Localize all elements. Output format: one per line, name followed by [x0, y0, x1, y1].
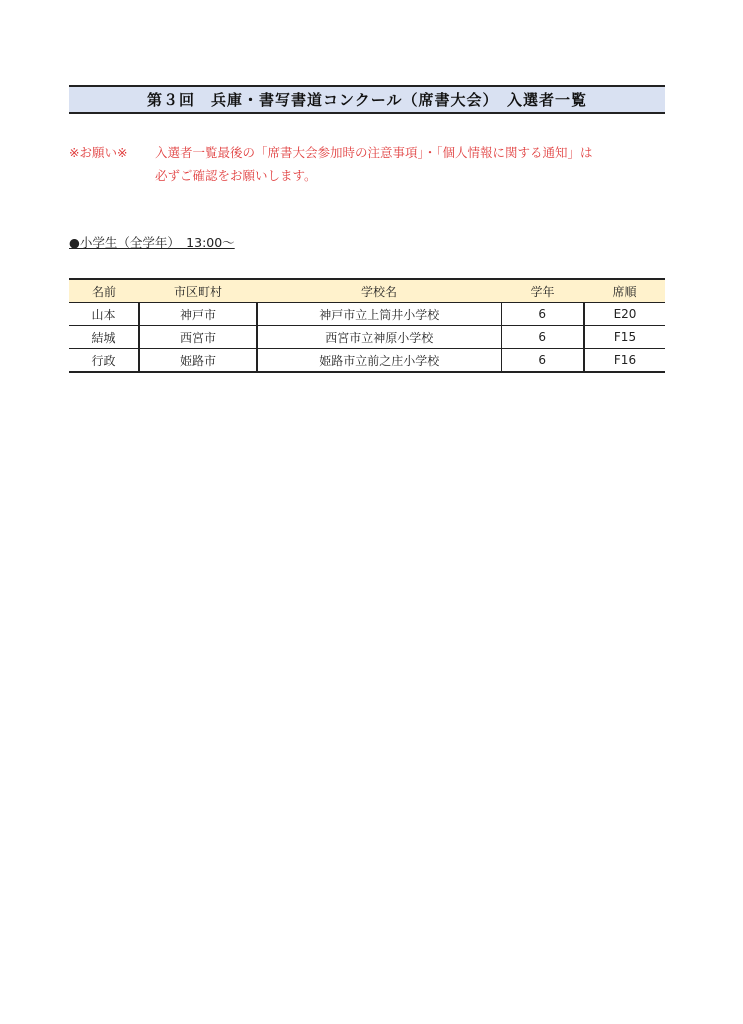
column-header-grade: 学年: [501, 279, 584, 303]
cell-seat: E20: [584, 303, 665, 326]
cell-municipality: 姫路市: [139, 349, 257, 373]
notice-prefix: ※お願い※: [69, 145, 128, 160]
cell-grade: 6: [501, 349, 584, 373]
cell-seat: F15: [584, 326, 665, 349]
table-row: [69, 303, 665, 326]
section-heading: ●小学生（全学年） 13:00～: [69, 235, 235, 250]
cell-seat: F16: [584, 349, 665, 373]
notice-line-2: 必ずご確認をお願いします。: [155, 168, 317, 183]
notice-line-1: 入選者一覧最後の「席書大会参加時の注意事項」・「個人情報に関する通知」は: [155, 145, 593, 160]
table-header-row: [69, 279, 665, 303]
notice-row-2: [69, 164, 669, 187]
cell-grade: 6: [501, 303, 584, 326]
notice-block: [69, 141, 669, 187]
page-title-bar: [69, 85, 665, 114]
cell-school: 西宮市立神原小学校: [257, 326, 501, 349]
table-row: [69, 326, 665, 349]
column-header-municipality: 市区町村: [139, 279, 257, 303]
table-row: [69, 349, 665, 373]
notice-prefix-spacer: [69, 164, 155, 187]
page-title: 第３回 兵庫・書写書道コンクール（席書大会） 入選者一覧: [147, 91, 587, 109]
cell-school: 姫路市立前之庄小学校: [257, 349, 501, 373]
column-header-seat: 席順: [584, 279, 665, 303]
cell-school: 神戸市立上筒井小学校: [257, 303, 501, 326]
entries-table: [69, 278, 665, 373]
cell-grade: 6: [501, 326, 584, 349]
cell-name: 結城: [69, 326, 139, 349]
cell-name: 山本: [69, 303, 139, 326]
notice-row-1: [69, 141, 669, 164]
column-header-name: 名前: [69, 279, 139, 303]
column-header-school: 学校名: [257, 279, 501, 303]
cell-municipality: 神戸市: [139, 303, 257, 326]
cell-name: 行政: [69, 349, 139, 373]
cell-municipality: 西宮市: [139, 326, 257, 349]
